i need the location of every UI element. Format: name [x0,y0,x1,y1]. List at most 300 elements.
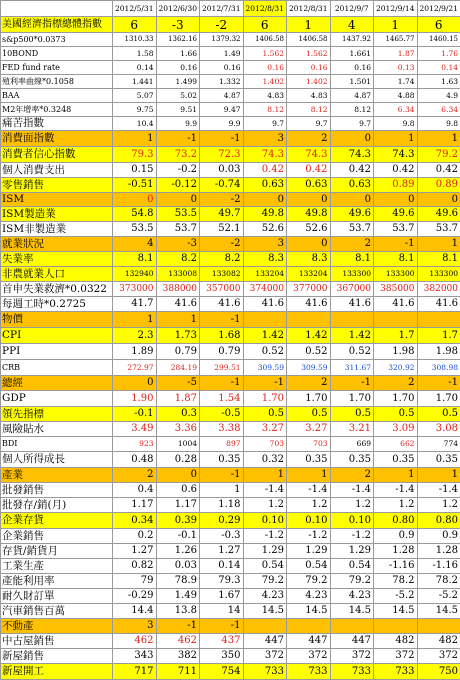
indicator-value-cell: 923 [113,437,157,452]
indicator-label: 汽車銷售百萬 [1,604,113,619]
indicator-value-cell: 5.02 [156,89,200,103]
indicator-value-cell: 0 [417,193,460,207]
indicator-value-cell: 1.98 [374,344,418,360]
indicator-value-cell: 0.16 [287,61,331,75]
indicator-value-cell: 79 [113,574,157,589]
indicator-value-cell: 1.17 [156,498,200,513]
indicator-label: 企業銷售 [1,529,113,544]
indicator-value-cell: -1 [243,376,287,391]
indicator-label: 首申失業救濟*0.0322 [1,282,113,297]
indicator-row [1,498,460,513]
indicator-value-cell: 0.79 [156,344,200,360]
indicator-label: CPI [1,328,113,344]
indicator-value-cell: 1 [374,468,418,483]
indicator-value-cell: 72.3 [200,147,244,163]
indicator-value-cell: 309.59 [243,360,287,376]
indicator-value-cell: 3.09 [374,422,418,437]
indicator-label: 批發存/銷(月) [1,498,113,513]
indicator-value-cell: 9.7 [243,117,287,131]
indicator-value-cell: -0.51 [113,178,157,193]
indicator-value-cell: 1.28 [417,544,460,559]
indicator-value-cell: 52.6 [287,222,331,237]
indicator-label: ISM製造業 [1,207,113,222]
indicator-row [1,589,460,604]
indicator-value-cell: -2 [200,193,244,207]
indicator-label: 工業生產 [1,559,113,574]
indicator-value-cell: 41.6 [417,297,460,312]
indicator-value-cell: 0.4 [113,483,157,498]
indicator-value-cell: 1.499 [156,75,200,89]
indicator-value-cell: 1.2 [330,498,374,513]
indicator-row [1,483,460,498]
indicator-value-cell: 0.54 [330,559,374,574]
indicator-value-cell: 52.6 [243,222,287,237]
indicator-value-cell: 1 [417,468,460,483]
indicator-value-cell: -0.74 [200,178,244,193]
indicator-value-cell: 3.27 [243,422,287,437]
indicator-value-cell: 0.13 [374,61,418,75]
indicator-value-cell: 662 [374,437,418,452]
indicator-value-cell: 372 [374,649,418,664]
indicator-value-cell: -1 [417,376,460,391]
indicator-value-cell: -1 [200,468,244,483]
indicator-value-cell: -5.2 [417,589,460,604]
indicator-label: 新屋開工 [1,664,113,680]
indicator-value-cell: 53.7 [330,222,374,237]
indicator-value-cell: 54.8 [113,207,157,222]
indicator-value-cell: 8.2 [200,252,244,267]
indicator-value-cell: 1.89 [113,344,157,360]
indicator-value-cell: -0.5 [200,407,244,422]
indicator-value-cell: 1 [417,237,460,252]
indicator-value-cell: 4.88 [374,89,418,103]
indicator-row [1,312,460,328]
indicator-value-cell: 74.3 [330,147,374,163]
indicator-value-cell: 0.80 [417,513,460,529]
indicator-value-cell: 1.29 [287,544,331,559]
indicator-value-cell: 53.7 [374,222,418,237]
indicator-value-cell: 78.9 [156,574,200,589]
indicator-value-cell: 0.14 [113,61,157,75]
indicator-value-cell: 0.35 [287,452,331,468]
indicator-value-cell: 372 [417,649,460,664]
indicator-value-cell: 1465.77 [374,33,418,47]
indicator-value-cell: 79.2 [287,574,331,589]
indicator-value-cell: 4 [330,17,374,33]
indicator-value-cell: 3 [113,619,157,634]
indicator-value-cell: 1.2 [287,498,331,513]
indicator-value-cell: 79.2 [330,574,374,589]
indicator-value-cell: 4.23 [243,589,287,604]
indicator-value-cell: 0 [156,468,200,483]
indicator-value-cell: 9.7 [287,117,331,131]
indicator-value-cell: 1 [200,483,244,498]
indicator-value-cell: 1.67 [200,589,244,604]
indicator-value-cell: 1.17 [113,498,157,513]
indicator-label: 個人所得成長 [1,452,113,468]
indicator-value-cell: 0.5 [287,407,331,422]
indicator-value-cell: -1 [200,619,244,634]
indicator-value-cell: 8.12 [330,103,374,117]
indicator-value-cell: 1.18 [200,498,244,513]
indicator-value-cell: 774 [417,437,460,452]
date-header-cell: 2012/8/31 [287,1,331,17]
indicator-label: 物價 [1,312,113,328]
indicator-value-cell: 343 [113,649,157,664]
indicator-value-cell: 53.7 [417,222,460,237]
indicator-value-cell: 703 [243,437,287,452]
indicator-value-cell: -1.2 [243,529,287,544]
indicator-row [1,131,460,147]
indicator-value-cell: 4.9 [417,89,460,103]
indicator-label: 消費者信心指數 [1,147,113,163]
indicator-value-cell: 1.49 [200,47,244,61]
indicator-value-cell: 3.38 [200,422,244,437]
indicator-value-cell: 49.6 [374,207,418,222]
indicator-value-cell: 74.3 [243,147,287,163]
indicator-label: PPI [1,344,113,360]
indicator-row [1,207,460,222]
indicator-value-cell: 0 [330,131,374,147]
indicator-value-cell: 52.1 [200,222,244,237]
indicator-value-cell: -3 [156,17,200,33]
indicator-value-cell: 1 [113,131,157,147]
indicator-value-cell: 133300 [417,267,460,282]
indicator-value-cell: 0.42 [330,163,374,178]
indicator-value-cell: 1.2 [417,498,460,513]
indicator-value-cell: 0.80 [374,513,418,529]
indicator-value-cell: 733 [374,664,418,680]
indicator-value-cell: 1.90 [113,391,157,407]
indicator-value-cell: 0.14 [200,559,244,574]
indicator-value-cell: 0.9 [374,529,418,544]
indicator-value-cell: 8.1 [330,252,374,267]
indicator-value-cell: 372 [330,649,374,664]
indicator-value-cell: 1 [287,468,331,483]
indicator-value-cell: 0 [243,193,287,207]
indicator-value-cell: 372 [243,649,287,664]
indicator-row [1,634,460,649]
indicator-row [1,604,460,619]
indicator-value-cell: -1 [374,237,418,252]
date-header-cell: 2012/9/14 [374,1,418,17]
indicator-row [1,452,460,468]
indicator-value-cell: 1.54 [200,391,244,407]
indicator-value-cell: 9.9 [200,117,244,131]
indicator-value-cell: 133082 [200,267,244,282]
indicator-value-cell: 41.6 [200,297,244,312]
indicator-value-cell: 0.35 [200,452,244,468]
indicator-value-cell: 0.10 [330,513,374,529]
indicator-value-cell: 0.5 [330,407,374,422]
indicator-value-cell: 79.3 [113,147,157,163]
indicator-value-cell: 3.49 [113,422,157,437]
indicator-value-cell: 4.23 [287,589,331,604]
indicator-value-cell: 9.9 [156,117,200,131]
indicator-label: 每週工時*0.2725 [1,297,113,312]
indicator-value-cell: 0.35 [330,452,374,468]
indicator-value-cell: 1437.92 [330,33,374,47]
indicator-value-cell: 53.7 [156,222,200,237]
indicator-value-cell: 357000 [200,282,244,297]
indicator-value-cell: 733 [287,664,331,680]
indicator-value-cell: 1.42 [243,328,287,344]
indicator-value-cell: 1.402 [243,75,287,89]
indicator-value-cell: 1.70 [374,391,418,407]
indicator-value-cell: 6 [417,17,460,33]
indicator-row [1,17,460,33]
indicator-row [1,468,460,483]
indicator-value-cell: 74.3 [287,147,331,163]
indicator-row [1,344,460,360]
indicator-value-cell: 8.2 [156,252,200,267]
indicator-label: 非農就業人口 [1,267,113,282]
indicator-row [1,267,460,282]
indicator-value-cell: 0.3 [156,407,200,422]
indicator-value-cell: 1.68 [200,328,244,344]
indicator-row [1,529,460,544]
indicator-value-cell: 1.87 [374,47,418,61]
indicator-value-cell: 482 [374,634,418,649]
indicator-value-cell: 1362.16 [156,33,200,47]
indicator-value-cell: 14.5 [417,604,460,619]
indicator-value-cell: 8.1 [374,252,418,267]
indicator-value-cell: 0.03 [156,559,200,574]
indicator-value-cell: 8.3 [287,252,331,267]
indicator-value-cell: 308.98 [417,360,460,376]
indicator-value-cell: 733 [243,664,287,680]
indicator-value-cell: -0.2 [156,163,200,178]
indicator-value-cell: 0.16 [243,61,287,75]
indicator-value-cell: -1.4 [330,483,374,498]
indicator-value-cell: 1.661 [330,47,374,61]
indicator-value-cell: 447 [287,634,331,649]
indicator-label: 就業狀況 [1,237,113,252]
indicator-value-cell: 41.6 [330,297,374,312]
indicator-row [1,178,460,193]
indicator-value-cell: 1.66 [156,47,200,61]
indicator-label: ISM非製造業 [1,222,113,237]
indicator-row [1,163,460,178]
indicator-value-cell: -1.4 [243,483,287,498]
indicator-value-cell: -1.4 [417,483,460,498]
indicator-value-cell: 1.402 [287,75,331,89]
indicator-value-cell: 53.5 [156,207,200,222]
indicator-value-cell: 49.6 [417,207,460,222]
indicator-value-cell: 8.1 [113,252,157,267]
indicator-value-cell: 6 [243,17,287,33]
indicator-row [1,407,460,422]
indicator-value-cell: 1 [374,131,418,147]
indicator-row [1,649,460,664]
indicator-row [1,89,460,103]
indicator-value-cell: 0.52 [330,344,374,360]
indicator-value-cell: 6.34 [417,103,460,117]
indicator-value-cell: -0.12 [156,178,200,193]
indicator-value-cell: 703 [287,437,331,452]
indicator-value-cell: 3.27 [287,422,331,437]
indicator-value-cell: -1 [156,619,200,634]
indicator-value-cell: 447 [330,634,374,649]
indicator-value-cell: 9.8 [417,117,460,131]
indicator-value-cell: 0.42 [374,163,418,178]
indicator-value-cell: 0 [113,193,157,207]
indicator-value-cell: 711 [156,664,200,680]
indicator-value-cell: -1.16 [374,559,418,574]
indicator-value-cell: 1.76 [417,47,460,61]
indicator-value-cell: -1.16 [417,559,460,574]
indicator-value-cell: 0.16 [156,61,200,75]
indicator-value-cell: 382000 [417,282,460,297]
indicator-label: 總經 [1,376,113,391]
indicator-value-cell: 1.441 [113,75,157,89]
indicator-value-cell [374,619,418,634]
indicator-value-cell: 0.35 [374,452,418,468]
indicator-value-cell: 5.07 [113,89,157,103]
indicator-value-cell: 1.562 [243,47,287,61]
indicator-value-cell: 0.16 [200,61,244,75]
indicator-value-cell: 4.83 [243,89,287,103]
indicator-value-cell: 1310.33 [113,33,157,47]
indicator-value-cell: 0.28 [156,452,200,468]
indicator-value-cell: 1406.58 [287,33,331,47]
indicator-value-cell: -1 [330,376,374,391]
indicator-value-cell: 0.52 [243,344,287,360]
indicator-value-cell: 14.5 [374,604,418,619]
indicator-value-cell: 382 [156,649,200,664]
indicator-row [1,391,460,407]
indicator-value-cell: 309.59 [287,360,331,376]
indicator-value-cell: 2 [287,376,331,391]
indicator-value-cell [287,619,331,634]
indicator-value-cell [417,619,460,634]
indicator-label: ISM [1,193,113,207]
indicator-value-cell: 1.63 [417,75,460,89]
indicator-value-cell: -1.4 [374,483,418,498]
indicator-value-cell: 9.8 [374,117,418,131]
indicator-value-cell: 2 [287,131,331,147]
indicator-value-cell: 1 [243,468,287,483]
indicator-value-cell: 0.5 [417,407,460,422]
indicator-value-cell: 482 [417,634,460,649]
indicator-value-cell: 14.5 [287,604,331,619]
indicator-value-cell: 1 [113,312,157,328]
indicator-value-cell: 3.36 [156,422,200,437]
indicator-value-cell: 0.54 [243,559,287,574]
indicator-value-cell: 78.2 [417,574,460,589]
indicator-value-cell: 0.89 [374,178,418,193]
indicator-value-cell: 1.73 [156,328,200,344]
indicator-value-cell: 1.42 [330,328,374,344]
indicator-value-cell: 0.42 [417,163,460,178]
indicator-row [1,237,460,252]
indicator-row [1,437,460,452]
indicator-value-cell: 2.3 [113,328,157,344]
indicator-label: 痛苦指數 [1,117,113,131]
indicator-value-cell: 133300 [374,267,418,282]
indicator-value-cell: 1.28 [374,544,418,559]
indicator-value-cell: 367000 [330,282,374,297]
indicator-label: 領先指標 [1,407,113,422]
indicator-value-cell: 6 [113,17,157,33]
indicator-label: M2年增率*0.3248 [1,103,113,117]
indicator-row [1,559,460,574]
indicator-row [1,103,460,117]
indicator-value-cell: -1.2 [330,529,374,544]
indicator-label: GDP [1,391,113,407]
indicator-value-cell: 447 [243,634,287,649]
indicator-value-cell: 4.87 [200,89,244,103]
indicator-value-cell: 49.6 [330,207,374,222]
indicator-value-cell: 49.7 [200,207,244,222]
indicator-row [1,147,460,163]
indicator-value-cell: 0.5 [374,407,418,422]
indicator-label: 產業 [1,468,113,483]
indicator-value-cell: 385000 [374,282,418,297]
indicator-value-cell [243,619,287,634]
indicator-value-cell: 284.19 [156,360,200,376]
indicator-value-cell: 1.58 [113,47,157,61]
indicator-value-cell: 0.42 [287,163,331,178]
indicator-value-cell: 8.12 [287,103,331,117]
indicator-value-cell: -2 [200,17,244,33]
indicator-table-body [1,1,460,680]
indicator-value-cell [330,312,374,328]
date-header-cell: 2012/5/31 [113,1,157,17]
indicator-row [1,33,460,47]
indicator-value-cell: 0.63 [287,178,331,193]
indicator-value-cell: 1.70 [243,391,287,407]
indicator-row [1,297,460,312]
indicator-value-cell: 1004 [156,437,200,452]
indicator-label: 個人消費支出 [1,163,113,178]
indicator-value-cell: 73.2 [156,147,200,163]
indicator-row [1,360,460,376]
indicator-value-cell: 3 [243,237,287,252]
indicator-value-cell: 41.6 [374,297,418,312]
indicator-value-cell: 0.48 [113,452,157,468]
indicator-row [1,376,460,391]
indicator-value-cell [417,312,460,328]
indicator-value-cell: 299.51 [200,360,244,376]
indicator-value-cell: -1.4 [287,483,331,498]
indicator-value-cell: 377000 [287,282,331,297]
indicator-row [1,328,460,344]
date-header-cell: 2012/9/7 [330,1,374,17]
indicator-value-cell: 49.8 [243,207,287,222]
indicator-value-cell: 1.70 [287,391,331,407]
indicator-value-cell: 0.29 [200,513,244,529]
indicator-value-cell: 133204 [243,267,287,282]
indicator-label: s&p500*0.0373 [1,33,113,47]
indicator-label: 批發銷售 [1,483,113,498]
indicator-value-cell: 1.2 [374,498,418,513]
indicator-label: 耐久財訂單 [1,589,113,604]
indicator-row [1,61,460,75]
indicator-row [1,513,460,529]
indicator-value-cell: 1.27 [113,544,157,559]
indicator-label: 風險貼水 [1,422,113,437]
indicator-value-cell: 78.2 [374,574,418,589]
indicator-value-cell: 1.501 [330,75,374,89]
indicator-label: 美國經濟指標總體指數 [1,17,113,33]
indicator-value-cell: 4.23 [330,589,374,604]
indicator-value-cell: 0.42 [243,163,287,178]
indicator-value-cell: 1 [417,131,460,147]
indicator-value-cell: 1.70 [330,391,374,407]
indicator-value-cell: 733 [330,664,374,680]
indicator-value-cell: 41.6 [156,297,200,312]
